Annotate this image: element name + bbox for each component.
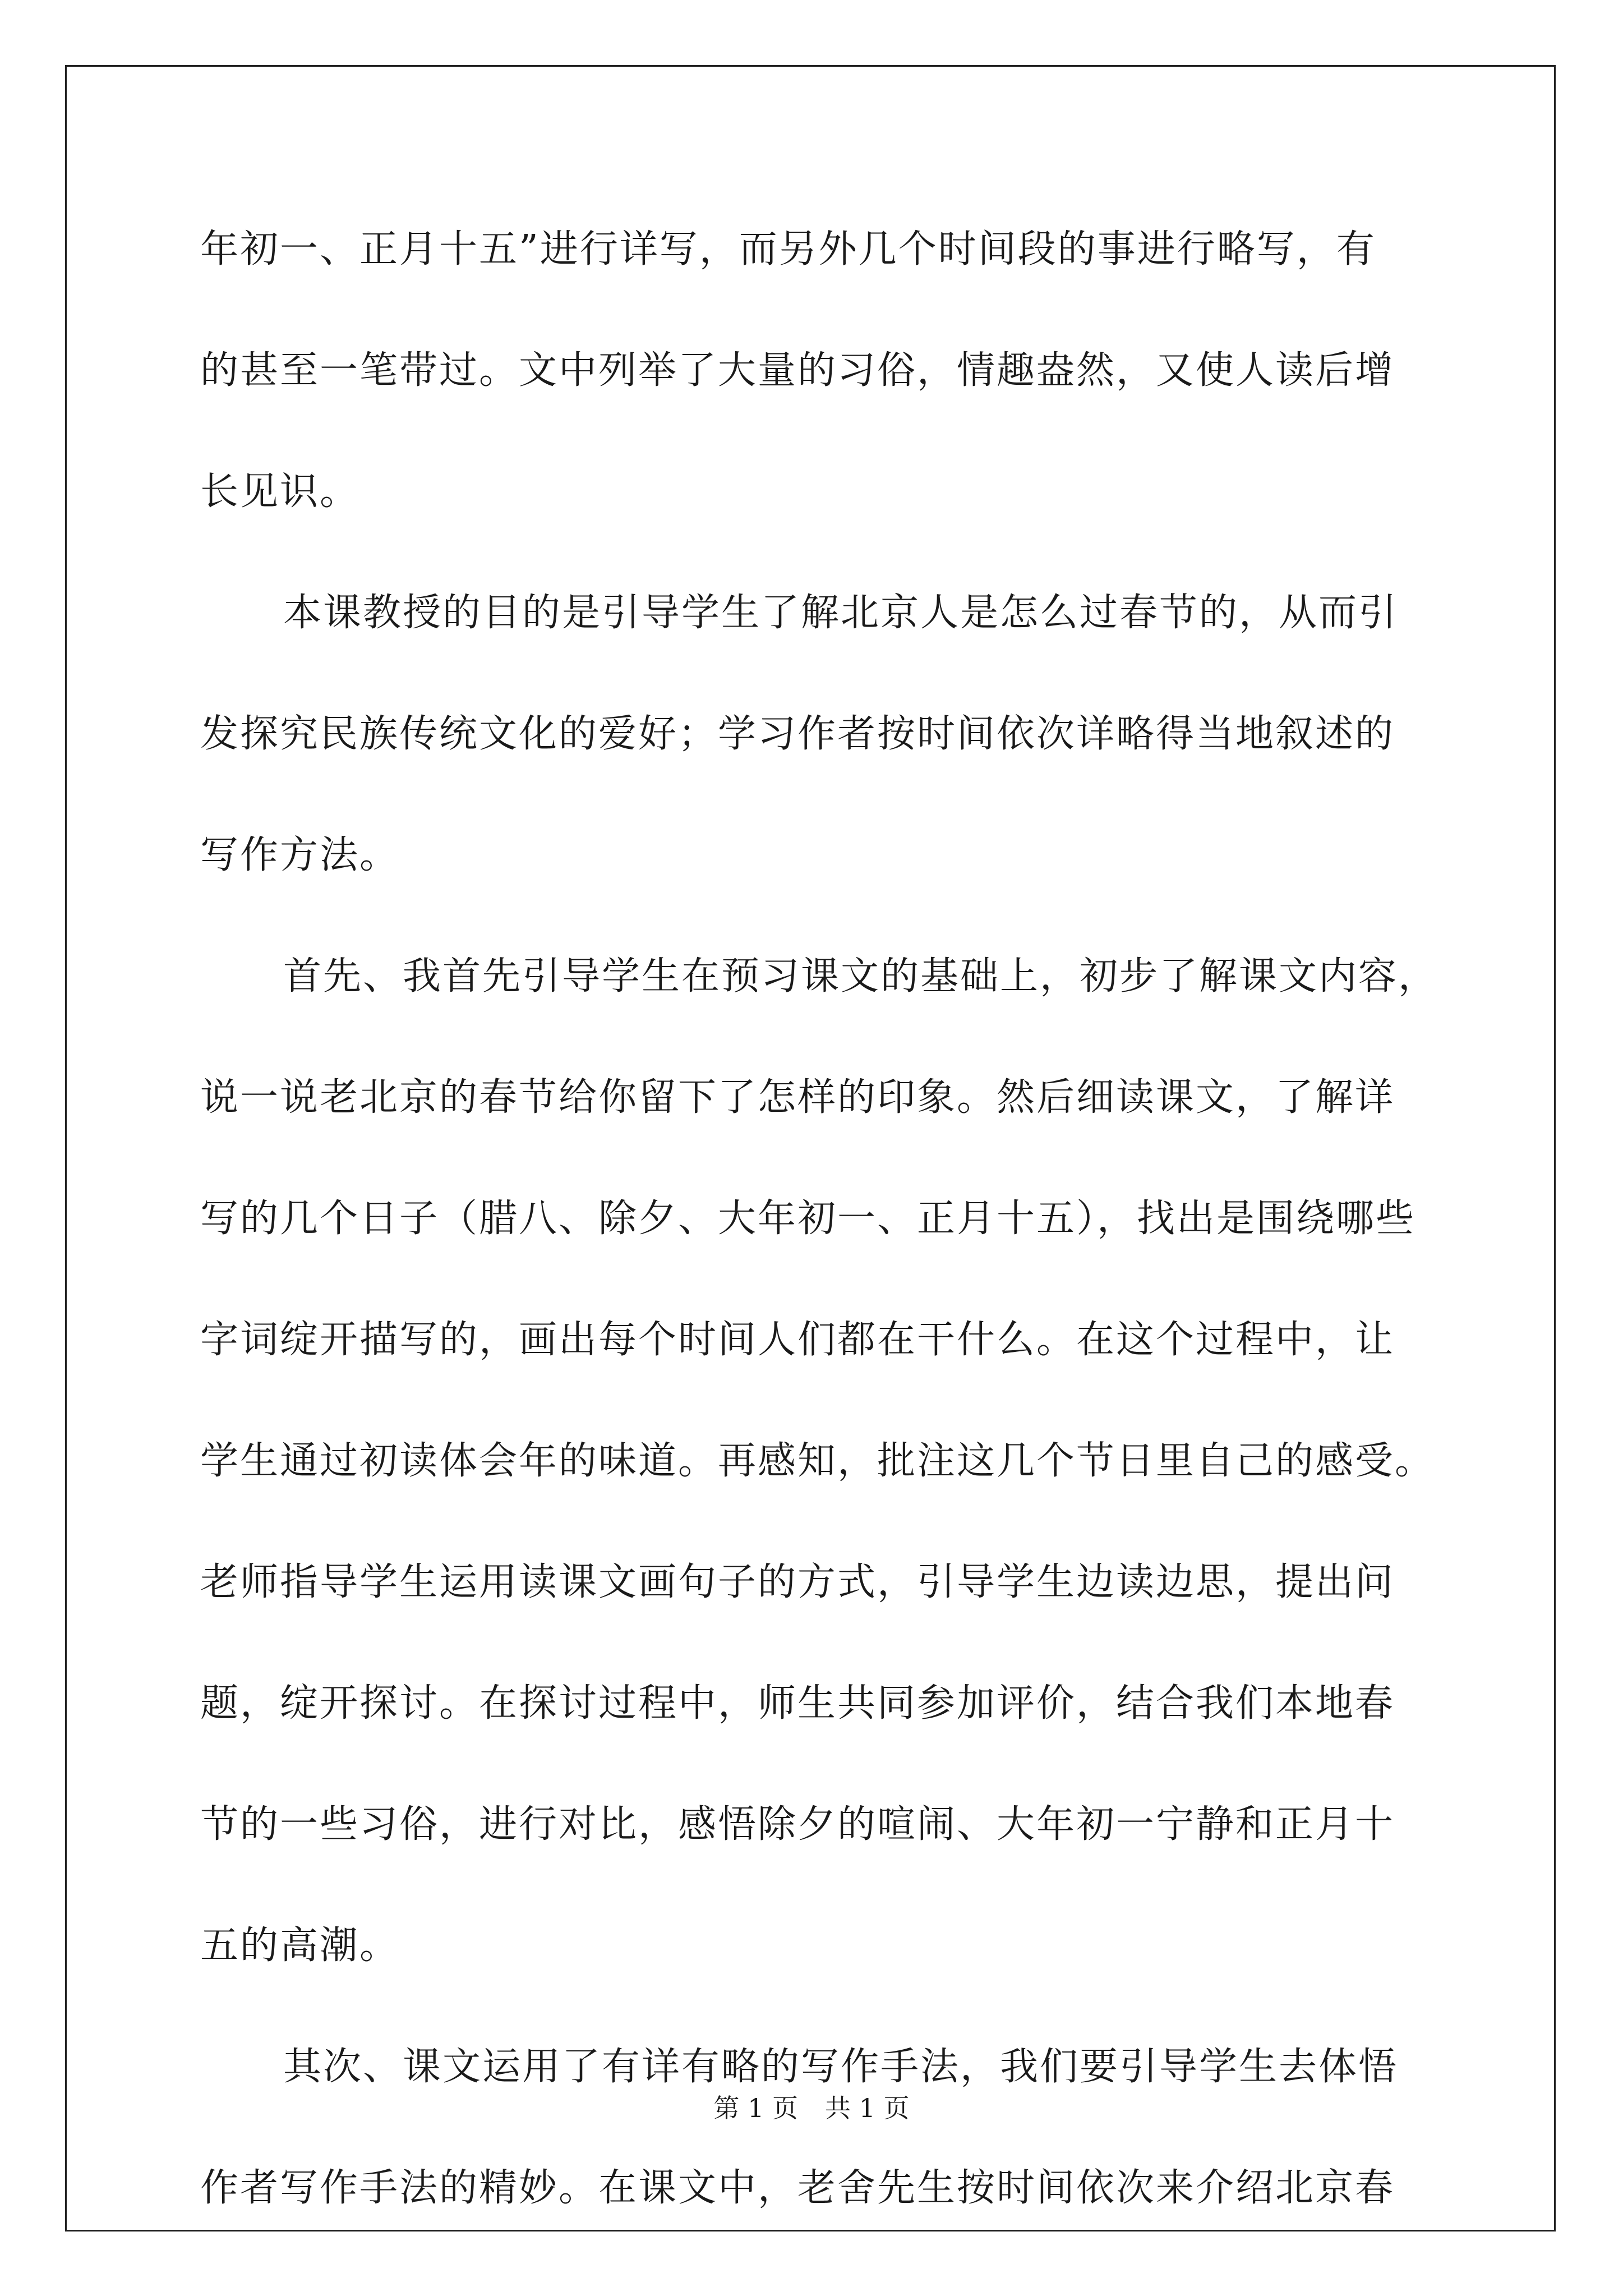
page-footer: [0, 2091, 1623, 2125]
text-line: 老师指导学生运用读课文画句子的方式，引导学生边读边思，提出问: [200, 1560, 1395, 1604]
text-line: 说一说老北京的春节给你留下了怎样的印象。然后细读课文，了解详: [200, 1075, 1395, 1120]
page-total: 共 1 页: [825, 2093, 910, 2123]
text-line: 学生通过初读体会年的味道。再感知，批注这几个节日里自己的感受。: [200, 1439, 1435, 1483]
text-line: 写作方法。: [200, 833, 400, 877]
page-number: 第 1 页: [713, 2093, 798, 2123]
document-body: [200, 216, 1438, 2276]
paragraph-first-line: 其次、课文运用了有详有略的写作手法，我们要引导学生去体悟: [283, 2045, 1399, 2089]
text-line: 节的一些习俗，进行对比，感悟除夕的喧闹、大年初一宁静和正月十: [200, 1802, 1395, 1847]
text-line: 题，绽开探讨。在探讨过程中，师生共同参加评价，结合我们本地春: [200, 1681, 1395, 1726]
text-line: 作者写作手法的精妙。在课文中，老舍先生按时间依次来介绍北京春: [200, 2166, 1395, 2210]
text-line: 发探究民族传统文化的爱好；学习作者按时间依次详略得当地叙述的: [200, 712, 1395, 756]
text-line: 长见识。: [200, 470, 360, 514]
text-line: 五的高潮。: [200, 1924, 400, 1968]
text-line: 年初一、正月十五”进行详写，而另外几个时间段的事进行略写，有: [200, 227, 1376, 272]
paragraph-first-line: 本课教授的目的是引导学生了解北京人是怎么过春节的，从而引: [283, 591, 1399, 635]
text-line: 写的几个日子（腊八、除夕、大年初一、正月十五），找出是围绕哪些: [200, 1197, 1416, 1241]
paragraph-first-line: 首先、我首先引导学生在预习课文的基础上，初步了解课文内容，: [283, 954, 1438, 999]
text-line: 的甚至一笔带过。文中列举了大量的习俗，情趣盎然，又使人读后增: [200, 348, 1395, 393]
text-line: 字词绽开描写的，画出每个时间人们都在干什么。在这个过程中，让: [200, 1318, 1395, 1362]
